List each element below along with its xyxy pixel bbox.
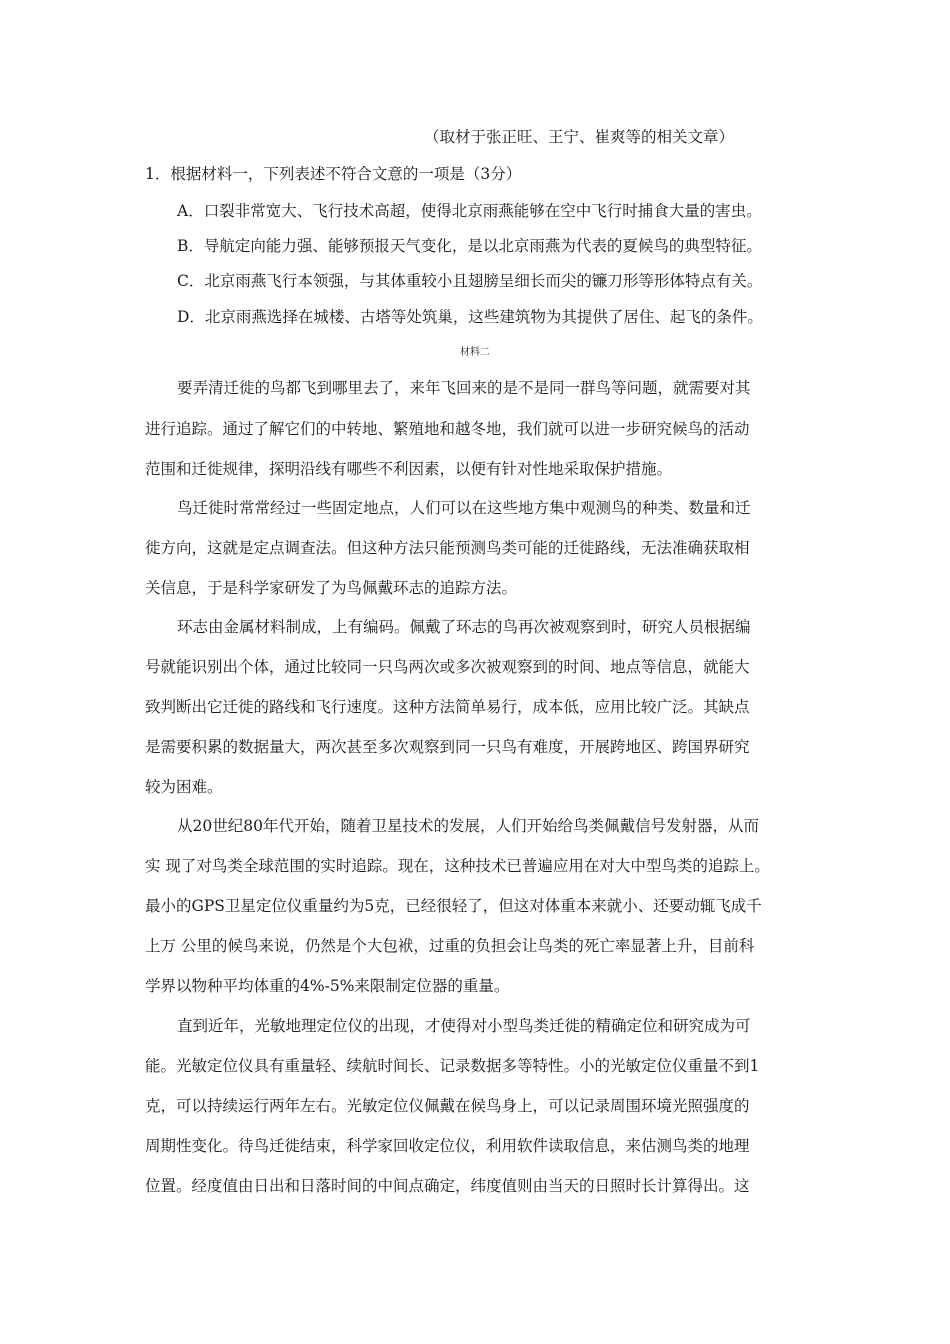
- paragraph-line: 关信息，于是科学家研发了为鸟佩戴环志的追踪方法。: [145, 579, 518, 597]
- paragraph-line: 最小的GPS卫星定位仪重量约为5克，已经很轻了，但这对体重本来就小、还要动辄飞成千: [145, 897, 762, 915]
- option-d: D．北京雨燕选择在城楼、古塔等处筑巢，这些建筑物为其提供了居住、起飞的条件。: [177, 308, 763, 326]
- paragraph-line: 从20世纪80年代开始，随着卫星技术的发展，人们开始给鸟类佩戴信号发射器，从而: [177, 817, 759, 835]
- paragraph-line: 号就能识别出个体，通过比较同一只鸟两次或多次被观察到的时间、地点等信息，就能大: [145, 658, 750, 676]
- source-note: （取材于张正旺、王宁、崔爽等的相关文章）: [424, 128, 735, 146]
- paragraph-line: 环志由金属材料制成，上有编码。佩戴了环志的鸟再次被观察到时，研究人员根据编: [177, 618, 751, 636]
- option-b: B．导航定向能力强、能够预报天气变化，是以北京雨燕为代表的夏候鸟的典型特征。: [177, 237, 762, 255]
- paragraph-line: 进行追踪。通过了解它们的中转地、繁殖地和越冬地，我们就可以进一步研究候鸟的活动: [145, 420, 750, 438]
- paragraph-line: 要弄清迁徙的鸟都飞到哪里去了，来年飞回来的是不是同一群鸟等问题，就需要对其: [177, 379, 751, 397]
- question-stem: 1．根据材料一，下列表述不符合文意的一项是（3分）: [145, 165, 522, 183]
- paragraph-line: 范围和迁徙规律，探明沿线有哪些不利因素，以便有针对性地采取保护措施。: [145, 460, 673, 478]
- material-title: 材料二: [460, 347, 490, 358]
- paragraph-line: 上万 公里的候鸟来说，仍然是个大包袱，过重的负担会让鸟类的死亡率显著上升，目前科: [145, 937, 755, 955]
- paragraph-line: 直到近年，光敏地理定位仪的出现，才使得对小型鸟类迁徙的精确定位和研究成为可: [177, 1017, 751, 1035]
- paragraph-line: 是需要积累的数据量大，两次甚至多次观察到同一只鸟有难度，开展跨地区、跨国界研究: [145, 738, 750, 756]
- paragraph-line: 克，可以持续运行两年左右。光敏定位仪佩戴在候鸟身上，可以记录周围环境光照强度的: [145, 1097, 750, 1115]
- paragraph-line: 较为困难。: [145, 778, 223, 796]
- paragraph-line: 实 现了对鸟类全球范围的实时追踪。现在，这种技术已普遍应用在对大中型鸟类的追踪上。: [145, 857, 770, 875]
- paragraph-line: 学界以物种平均体重的4%-5%来限制定位器的重量。: [145, 977, 510, 995]
- option-c: C．北京雨燕飞行本领强，与其体重较小且翅膀呈细长而尖的镰刀形等形体特点有关。: [177, 272, 763, 290]
- option-a: A．口裂非常宽大、飞行技术高超，使得北京雨燕能够在空中飞行时捕食大量的害虫。: [177, 202, 762, 220]
- paragraph-line: 位置。经度值由日出和日落时间的中间点确定，纬度值则由当天的日照时长计算得出。这: [145, 1177, 750, 1195]
- paragraph-line: 能。光敏定位仪具有重量轻、续航时间长、记录数据多等特性。小的光敏定位仪重量不到1: [145, 1057, 760, 1075]
- paragraph-line: 鸟迁徙时常常经过一些固定地点，人们可以在这些地方集中观测鸟的种类、数量和迁: [177, 499, 751, 517]
- paragraph-line: 周期性变化。待鸟迁徙结束，科学家回收定位仪，利用软件读取信息，来估测鸟类的地理: [145, 1137, 750, 1155]
- paragraph-line: 致判断出它迁徙的路线和飞行速度。这种方法简单易行，成本低，应用比较广泛。其缺点: [145, 698, 750, 716]
- paragraph-line: 徙方向，这就是定点调查法。但这种方法只能预测鸟类可能的迁徙路线，无法准确获取相: [145, 539, 750, 557]
